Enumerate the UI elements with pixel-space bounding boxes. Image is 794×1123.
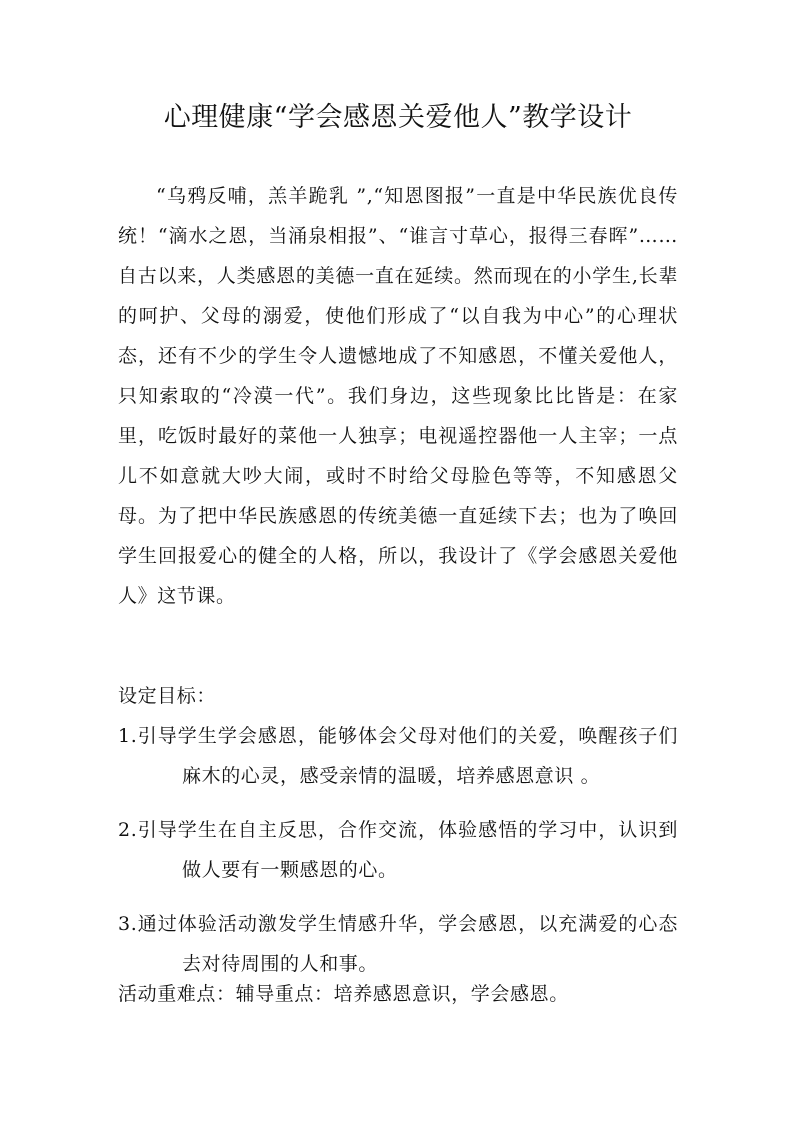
goals-list [118,716,678,998]
goal-number: 3. [118,913,138,935]
goal-text: 引导学生在自主反思，合作交流，体验感悟的学习中，认识到做人要有一颗感恩的心。 [137,819,678,881]
goal-number: 1. [118,725,138,747]
intro-paragraph: “乌鸦反哺，羔羊跪乳 ”,“知恩图报”一直是中华民族优良传统！“滴水之恩，当涌泉相报”、“谁言寸草心，报得三春晖”……自古以来，人类感恩的美德一直在延续。然而现在的小学生,长辈的呵护、父母的溺爱，使他们形成了“以自我为中心”的心理状态，还有不少的学生令人遗憾地成了不知感恩，不懂关爱他人，只知索取的“冷漠一代”。我们身边，这些现象比比皆是：在家里，吃饭时最好的菜他一人独享；电视遥控器他一人主宰；一点儿不如意就大吵大闹，或时不时给父母脸色等等，不知感恩父母。为了把中华民族感恩的传统美德一直延续下去；也为了唤回学生回报爱心的健全的人格，所以，我设计了《学会感恩关爱他人》这节课。 [118,185,678,607]
document-title: 心理健康“学会感恩关爱他人”教学设计 [163,102,633,133]
goal-text: 通过体验活动激发学生情感升华，学会感恩，以充满爱的心态去对待周围的人和事。 [137,913,678,975]
goal-item [118,904,678,984]
goal-text: 引导学生学会感恩，能够体会父母对他们的关爱，唤醒孩子们麻木的心灵，感受亲情的温暖，培养感恩意识 。 [137,725,678,787]
key-points: 活动重难点：辅导重点：培养感恩意识，学会感恩。 [118,983,569,1005]
goal-item [118,810,678,890]
goal-item [118,716,678,796]
goals-heading: 设定目标： [118,685,217,707]
goal-number: 2. [118,819,138,841]
